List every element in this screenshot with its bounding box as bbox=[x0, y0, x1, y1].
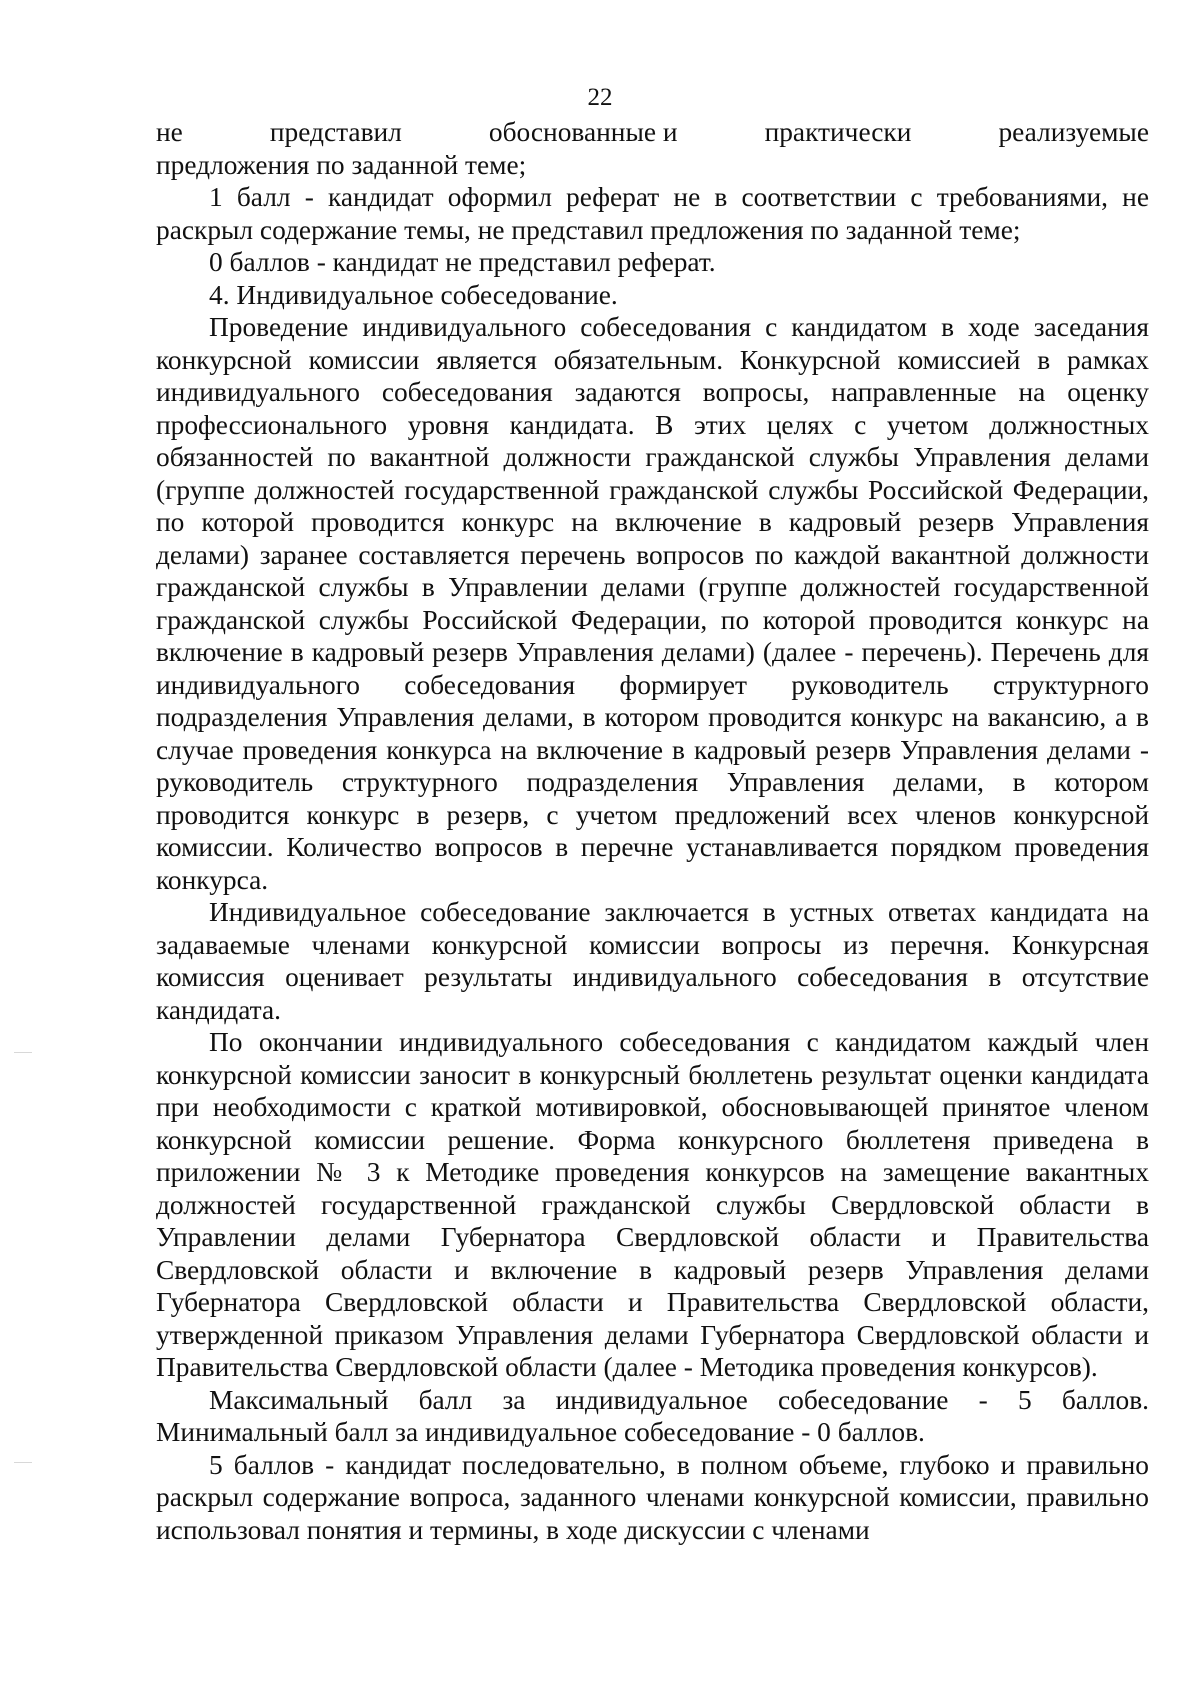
paragraph-interview-answers: Индивидуальное собеседование заключается в устных ответах кандидата на задаваемые членами конкурсной комиссии вопросы из перечня. Конкурсная комиссия оценивает результаты индивидуального собеседования в отсутствие кандидата. bbox=[156, 897, 1149, 1025]
paragraph-continuation-first-line bbox=[156, 116, 1149, 149]
paragraph-ballot: По окончании индивидуального собеседования с кандидатом каждый член конкурсной комиссии заносит в конкурсный бюллетень результат оценки кандидата при необходимости с краткой мотивировкой, обосновывающей принятое членом конкурсной комиссии решение. Форма конкурсного бюллетеня приведена в приложении № 3 к Методике проведения конкурсов на замещение вакантных должностей государственной гражданской службы Свердловской области в Управлении делами Губернатора Свердловской области и Правительства Свердловской области и включение в кадровый резерв Управления делами Губернатора Свердловской области и Правительства Свердловской области, утвержденной приказом Управления делами Губернатора Свердловской области и Правительства Свердловской области (далее - Методика проведения конкурсов). bbox=[156, 1027, 1149, 1382]
first-line-word: обоснованные и bbox=[488, 117, 678, 147]
section-heading-interview: 4. Индивидуальное собеседование. bbox=[209, 279, 618, 310]
first-line-word: не bbox=[156, 117, 183, 147]
document-body bbox=[156, 116, 1149, 1546]
paragraph-continuation-rest: предложения по заданной теме; bbox=[156, 149, 527, 180]
paragraph-score-5: 5 баллов - кандидат последовательно, в полном объеме, глубоко и правильно раскрыл содержание вопроса, заданного членами конкурсной комиссии, правильно использовал понятия и термины, в ходе дискуссии с членами bbox=[156, 1449, 1149, 1545]
scan-margin-mark bbox=[14, 1462, 32, 1463]
paragraph-score-0: 0 баллов - кандидат не представил реферат. bbox=[209, 247, 716, 277]
first-line-word: представил bbox=[269, 117, 402, 147]
paragraph-interview-procedure: Проведение индивидуального собеседования с кандидатом в ходе заседания конкурсной комиссии является обязательным. Конкурсной комиссией в рамках индивидуального собеседования задаются вопросы, направленные на оценку профессионального уровня кандидата. В этих целях с учетом должностных обязанностей по вакантной должности гражданской службы Управления делами (группе должностей государственной гражданской службы Российской Федерации, по которой проводится конкурс на включение в кадровый резерв Управления делами) заранее составляется перечень вопросов по каждой вакантной должности гражданской службы в Управлении делами (группе должностей государственной гражданской службы Российской Федерации, по которой проводится конкурс на включение в кадровый резерв Управления делами) (далее - перечень). Перечень для индивидуального собеседования формирует руководитель структурного подразделения Управления делами, в котором проводится конкурс на вакансию, а в случае проведения конкурса на включение в кадровый резерв Управления делами - руководитель структурного подразделения Управления делами, в котором проводится конкурс в резерв, с учетом предложений всех членов конкурсной комиссии. Количество вопросов в перечне устанавливается порядком проведения конкурса. bbox=[156, 312, 1149, 895]
first-line-word: реализуемые bbox=[998, 117, 1149, 147]
paragraph-score-range: Максимальный балл за индивидуальное собеседование - 5 баллов. Минимальный балл за индивидуальное собеседование - 0 баллов. bbox=[156, 1384, 1149, 1447]
paragraph-score-1: 1 балл - кандидат оформил реферат не в соответствии с требованиями, не раскрыл содержание темы, не представил предложения по заданной теме; bbox=[156, 182, 1149, 245]
scan-margin-mark bbox=[14, 1052, 32, 1053]
first-line-word: практически bbox=[764, 117, 912, 147]
page-number: 22 bbox=[587, 84, 613, 111]
